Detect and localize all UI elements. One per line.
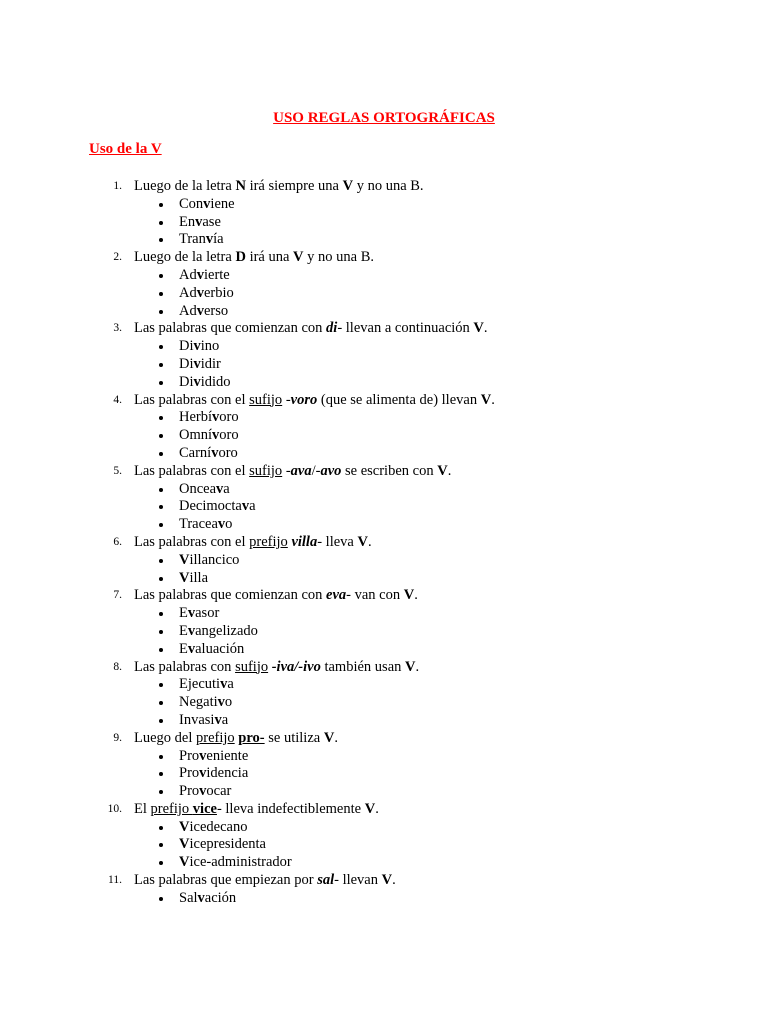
rule-item bbox=[0, 392, 768, 410]
text-run: v bbox=[203, 195, 211, 212]
text-run: Las palabras que comienzan con bbox=[134, 320, 327, 337]
text-run: . bbox=[392, 872, 396, 889]
text-run: Ad bbox=[179, 302, 197, 319]
example-item bbox=[0, 196, 768, 214]
example-item bbox=[0, 214, 768, 232]
text-run: Las palabras con el bbox=[134, 462, 250, 479]
example-word bbox=[179, 819, 247, 837]
rule-number: 3. bbox=[113, 322, 122, 335]
text-run: a bbox=[227, 676, 234, 693]
text-run: Las palabras que comienzan con bbox=[134, 587, 327, 604]
example-word bbox=[179, 445, 238, 463]
text-run: Decimocta bbox=[179, 498, 242, 515]
rule-item bbox=[0, 320, 768, 338]
bullet-icon bbox=[159, 488, 163, 492]
example-word bbox=[179, 890, 236, 908]
example-word bbox=[179, 214, 221, 232]
rule-item bbox=[0, 801, 768, 819]
text-run: E bbox=[179, 622, 188, 639]
text-run: . bbox=[367, 533, 372, 550]
text-run: E bbox=[179, 640, 188, 657]
bullet-icon bbox=[159, 434, 163, 438]
example-word bbox=[179, 836, 266, 854]
rule-item bbox=[0, 587, 768, 605]
text-run: Negati bbox=[179, 694, 218, 711]
text-run: V bbox=[381, 872, 393, 889]
text-run: Pro bbox=[179, 765, 200, 782]
example-word bbox=[179, 641, 244, 659]
text-run: . bbox=[415, 658, 420, 675]
bullet-icon bbox=[159, 274, 163, 278]
text-run: irá una bbox=[245, 249, 294, 266]
bullet-icon bbox=[159, 310, 163, 314]
text-run: v bbox=[187, 622, 196, 639]
rule-item bbox=[0, 730, 768, 748]
rule-text bbox=[134, 249, 374, 267]
text-run: Pro bbox=[179, 783, 200, 800]
example-item bbox=[0, 676, 768, 694]
example-word bbox=[179, 481, 230, 499]
text-run: Las palabras con el bbox=[134, 533, 250, 550]
text-run: asor bbox=[195, 605, 220, 622]
text-run: V bbox=[179, 818, 190, 835]
rule-item bbox=[0, 534, 768, 552]
text-run: ice-administrador bbox=[189, 854, 292, 871]
text-run: V bbox=[480, 391, 492, 408]
rule-number: 8. bbox=[113, 660, 122, 673]
text-run: Luego del bbox=[134, 729, 197, 746]
example-word bbox=[179, 623, 258, 641]
rule-number: 9. bbox=[113, 731, 122, 744]
text-run: illa bbox=[189, 569, 209, 586]
bullet-icon bbox=[159, 612, 163, 616]
example-item bbox=[0, 836, 768, 854]
example-word bbox=[179, 765, 248, 783]
text-run: v bbox=[199, 765, 207, 782]
example-word bbox=[179, 409, 239, 427]
bullet-icon bbox=[159, 559, 163, 563]
text-run: v bbox=[196, 302, 204, 319]
text-run: ase bbox=[202, 213, 221, 230]
text-run: - bbox=[282, 391, 291, 408]
text-run: El bbox=[134, 800, 151, 817]
text-run: villa bbox=[291, 533, 318, 550]
text-run: voro bbox=[290, 391, 318, 408]
text-run: V bbox=[364, 800, 376, 817]
text-run: icepresidenta bbox=[189, 836, 266, 853]
text-run: v bbox=[217, 694, 225, 711]
text-run: o bbox=[224, 694, 233, 711]
section-title: Uso de la V bbox=[89, 141, 162, 157]
text-run: v bbox=[196, 284, 204, 301]
text-run: di bbox=[326, 320, 338, 337]
example-item bbox=[0, 552, 768, 570]
text-run: V bbox=[179, 854, 190, 871]
text-run: ía bbox=[213, 231, 224, 248]
example-word bbox=[179, 356, 221, 374]
bullet-icon bbox=[159, 523, 163, 527]
example-item bbox=[0, 765, 768, 783]
text-run: V bbox=[437, 462, 448, 479]
text-run: Ejecuti bbox=[179, 676, 221, 693]
text-run: angelizado bbox=[195, 622, 258, 639]
text-run: o bbox=[225, 516, 233, 533]
text-run: . bbox=[414, 587, 418, 604]
text-run: v bbox=[212, 427, 220, 444]
text-run: V bbox=[323, 729, 335, 746]
example-item bbox=[0, 748, 768, 766]
bullet-icon bbox=[159, 505, 163, 509]
example-word bbox=[179, 231, 224, 249]
rule-number: 6. bbox=[113, 535, 122, 548]
rule-number: 10. bbox=[107, 802, 122, 815]
text-run: - lleva bbox=[317, 533, 358, 550]
text-run: oro bbox=[219, 427, 239, 444]
text-run: avo bbox=[320, 462, 342, 479]
rules-list bbox=[0, 178, 768, 908]
example-word bbox=[179, 267, 230, 285]
text-run: vice bbox=[192, 800, 217, 817]
text-run: v bbox=[205, 231, 214, 248]
text-run: V bbox=[179, 551, 190, 568]
rule-item bbox=[0, 178, 768, 196]
text-run: V bbox=[405, 658, 416, 675]
text-run: sufijo bbox=[235, 658, 269, 675]
text-run: a bbox=[221, 711, 229, 728]
example-item bbox=[0, 356, 768, 374]
bullet-icon bbox=[159, 203, 163, 207]
text-run: -iva/-ivo bbox=[271, 658, 321, 675]
text-run: v bbox=[212, 409, 220, 426]
text-run: irá siempre una bbox=[245, 178, 343, 194]
example-item bbox=[0, 570, 768, 588]
example-item bbox=[0, 374, 768, 392]
example-word bbox=[179, 694, 232, 712]
text-run: Las palabras que empiezan por bbox=[134, 872, 318, 889]
text-run: Tracea bbox=[179, 516, 218, 533]
bullet-icon bbox=[159, 790, 163, 794]
bullet-icon bbox=[159, 381, 163, 385]
rule-item bbox=[0, 872, 768, 890]
rule-number: 4. bbox=[113, 393, 122, 406]
text-run: prefijo bbox=[249, 533, 288, 550]
rule-text bbox=[134, 320, 488, 338]
text-run: idido bbox=[200, 373, 231, 390]
bullet-icon bbox=[159, 861, 163, 865]
text-run: illancico bbox=[189, 551, 240, 568]
bullet-icon bbox=[159, 755, 163, 759]
bullet-icon bbox=[159, 238, 163, 242]
bullet-icon bbox=[159, 701, 163, 705]
text-run: v bbox=[193, 373, 201, 390]
text-run: E bbox=[179, 605, 188, 622]
example-item bbox=[0, 445, 768, 463]
example-word bbox=[179, 748, 248, 766]
text-run: Las palabras con el bbox=[134, 391, 250, 408]
text-run: v bbox=[241, 498, 250, 515]
text-run: ino bbox=[200, 338, 220, 355]
text-run: Ad bbox=[179, 284, 197, 301]
text-run: a bbox=[223, 480, 230, 497]
example-word bbox=[179, 516, 232, 534]
rule-text bbox=[134, 534, 372, 552]
text-run: /- bbox=[311, 462, 321, 479]
text-run: v bbox=[211, 444, 219, 461]
bullet-icon bbox=[159, 345, 163, 349]
example-item bbox=[0, 890, 768, 908]
text-run: Luego de la letra bbox=[134, 178, 236, 194]
text-run: v bbox=[195, 213, 203, 230]
text-run: v bbox=[217, 516, 226, 533]
example-word bbox=[179, 285, 234, 303]
text-run: V bbox=[473, 320, 484, 337]
text-run: Con bbox=[179, 195, 204, 212]
text-run: ación bbox=[204, 889, 237, 906]
example-item bbox=[0, 498, 768, 516]
text-run: V bbox=[342, 178, 354, 194]
rule-text bbox=[134, 463, 451, 481]
text-run: v bbox=[187, 640, 196, 657]
example-word bbox=[179, 570, 208, 588]
text-run: N bbox=[235, 178, 246, 194]
text-run: Invasi bbox=[179, 711, 215, 728]
bullet-icon bbox=[159, 772, 163, 776]
text-run: ocar bbox=[206, 783, 232, 800]
example-word bbox=[179, 427, 239, 445]
text-run: V bbox=[179, 569, 190, 586]
bullet-icon bbox=[159, 630, 163, 634]
text-run: Herbí bbox=[179, 409, 213, 426]
example-word bbox=[179, 498, 256, 516]
text-run: - llevan a continuación bbox=[337, 320, 474, 337]
example-item bbox=[0, 285, 768, 303]
rule-number: 11. bbox=[108, 874, 122, 887]
bullet-icon bbox=[159, 648, 163, 652]
bullet-icon bbox=[159, 221, 163, 225]
example-item bbox=[0, 694, 768, 712]
text-run: Ad bbox=[179, 266, 197, 283]
text-run: . bbox=[334, 729, 338, 746]
example-item bbox=[0, 712, 768, 730]
text-run: iene bbox=[210, 195, 235, 212]
text-run: a bbox=[249, 498, 256, 515]
text-run: (que se alimenta de) llevan bbox=[317, 391, 481, 408]
text-run: se utiliza bbox=[264, 729, 324, 746]
text-run: V bbox=[293, 249, 304, 266]
text-run: Carní bbox=[179, 444, 212, 461]
rule-text bbox=[134, 730, 338, 748]
rule-text bbox=[134, 178, 424, 196]
example-item bbox=[0, 267, 768, 285]
text-run: oro bbox=[218, 444, 238, 461]
text-run: Omní bbox=[179, 427, 213, 444]
text-run: erbio bbox=[203, 284, 234, 301]
text-run: oro bbox=[219, 409, 239, 426]
rule-text bbox=[134, 801, 379, 819]
rule-item bbox=[0, 659, 768, 677]
text-run: - llevan bbox=[334, 872, 382, 889]
example-item bbox=[0, 338, 768, 356]
rule-item bbox=[0, 463, 768, 481]
text-run: erso bbox=[203, 302, 229, 319]
example-item bbox=[0, 427, 768, 445]
text-run: - van con bbox=[346, 587, 404, 604]
example-item bbox=[0, 641, 768, 659]
text-run: D bbox=[235, 249, 246, 266]
text-run: v bbox=[196, 266, 204, 283]
bullet-icon bbox=[159, 843, 163, 847]
rule-number: 2. bbox=[113, 251, 122, 264]
example-item bbox=[0, 605, 768, 623]
rule-number: 5. bbox=[113, 464, 122, 477]
text-run: idencia bbox=[206, 765, 249, 782]
text-run: Pro bbox=[179, 747, 200, 764]
rule-text bbox=[134, 872, 396, 890]
text-run: Sal bbox=[179, 889, 198, 906]
rule-text bbox=[134, 392, 495, 410]
text-run: Di bbox=[179, 373, 194, 390]
example-word bbox=[179, 552, 239, 570]
bullet-icon bbox=[159, 452, 163, 456]
rule-text bbox=[134, 587, 418, 605]
text-run: icedecano bbox=[189, 818, 248, 835]
example-item bbox=[0, 231, 768, 249]
example-word bbox=[179, 196, 235, 214]
bullet-icon bbox=[159, 363, 163, 367]
bullet-icon bbox=[159, 683, 163, 687]
rule-number: 1. bbox=[113, 180, 122, 192]
text-run: ava bbox=[290, 462, 312, 479]
text-run: v bbox=[216, 480, 224, 497]
text-run: sal bbox=[317, 872, 335, 889]
text-run: ierte bbox=[203, 266, 230, 283]
text-run: Luego de la letra bbox=[134, 249, 236, 266]
text-run: En bbox=[179, 213, 196, 230]
bullet-icon bbox=[159, 719, 163, 723]
text-run: . bbox=[491, 391, 495, 408]
text-run: Oncea bbox=[179, 480, 217, 497]
text-run: prefijo bbox=[196, 729, 235, 746]
text-run: y no una B. bbox=[353, 178, 424, 194]
example-word bbox=[179, 676, 234, 694]
rule-number: 7. bbox=[113, 589, 122, 602]
text-run: prefijo bbox=[150, 800, 193, 817]
text-run: Di bbox=[179, 355, 194, 372]
text-run: v bbox=[187, 605, 196, 622]
example-item bbox=[0, 854, 768, 872]
example-word bbox=[179, 712, 228, 730]
example-item bbox=[0, 481, 768, 499]
example-item bbox=[0, 409, 768, 427]
page-title: USO REGLAS ORTOGRÁFICAS bbox=[273, 110, 495, 126]
text-run: eniente bbox=[206, 747, 249, 764]
example-item bbox=[0, 303, 768, 321]
text-run: se escriben con bbox=[341, 462, 438, 479]
example-word bbox=[179, 374, 231, 392]
bullet-icon bbox=[159, 826, 163, 830]
text-run: . bbox=[447, 462, 452, 479]
text-run: Las palabras con bbox=[134, 658, 236, 675]
text-run: - lleva indefectiblemente bbox=[216, 800, 365, 817]
text-run: V bbox=[357, 533, 368, 550]
text-run: v bbox=[214, 711, 222, 728]
text-run: sufijo bbox=[249, 462, 283, 479]
example-word bbox=[179, 338, 219, 356]
example-item bbox=[0, 819, 768, 837]
example-word bbox=[179, 605, 219, 623]
text-run: también usan bbox=[320, 658, 406, 675]
text-run: . bbox=[483, 320, 488, 337]
text-run: . bbox=[375, 800, 379, 817]
text-run: v bbox=[193, 338, 201, 355]
rule-text bbox=[134, 659, 419, 677]
text-run: pro- bbox=[238, 729, 265, 746]
text-run: y no una B. bbox=[303, 249, 375, 266]
rule-item bbox=[0, 249, 768, 267]
text-run: - bbox=[282, 462, 291, 479]
text-run: v bbox=[199, 747, 207, 764]
text-run: idir bbox=[200, 355, 221, 372]
example-item bbox=[0, 623, 768, 641]
text-run: aluación bbox=[195, 640, 245, 657]
text-run: sufijo bbox=[249, 391, 283, 408]
text-run: v bbox=[199, 783, 207, 800]
text-run: Tran bbox=[179, 231, 206, 248]
bullet-icon bbox=[159, 897, 163, 901]
bullet-icon bbox=[159, 292, 163, 296]
text-run: Di bbox=[179, 338, 194, 355]
text-run: v bbox=[197, 889, 205, 906]
example-word bbox=[179, 783, 231, 801]
example-item bbox=[0, 783, 768, 801]
text-run: v bbox=[193, 355, 201, 372]
text-run: V bbox=[179, 836, 190, 853]
text-run: v bbox=[220, 676, 228, 693]
text-run: V bbox=[403, 587, 415, 604]
text-run: eva bbox=[326, 587, 347, 604]
example-word bbox=[179, 854, 292, 872]
bullet-icon bbox=[159, 416, 163, 420]
example-word bbox=[179, 303, 228, 321]
bullet-icon bbox=[159, 577, 163, 581]
example-item bbox=[0, 516, 768, 534]
